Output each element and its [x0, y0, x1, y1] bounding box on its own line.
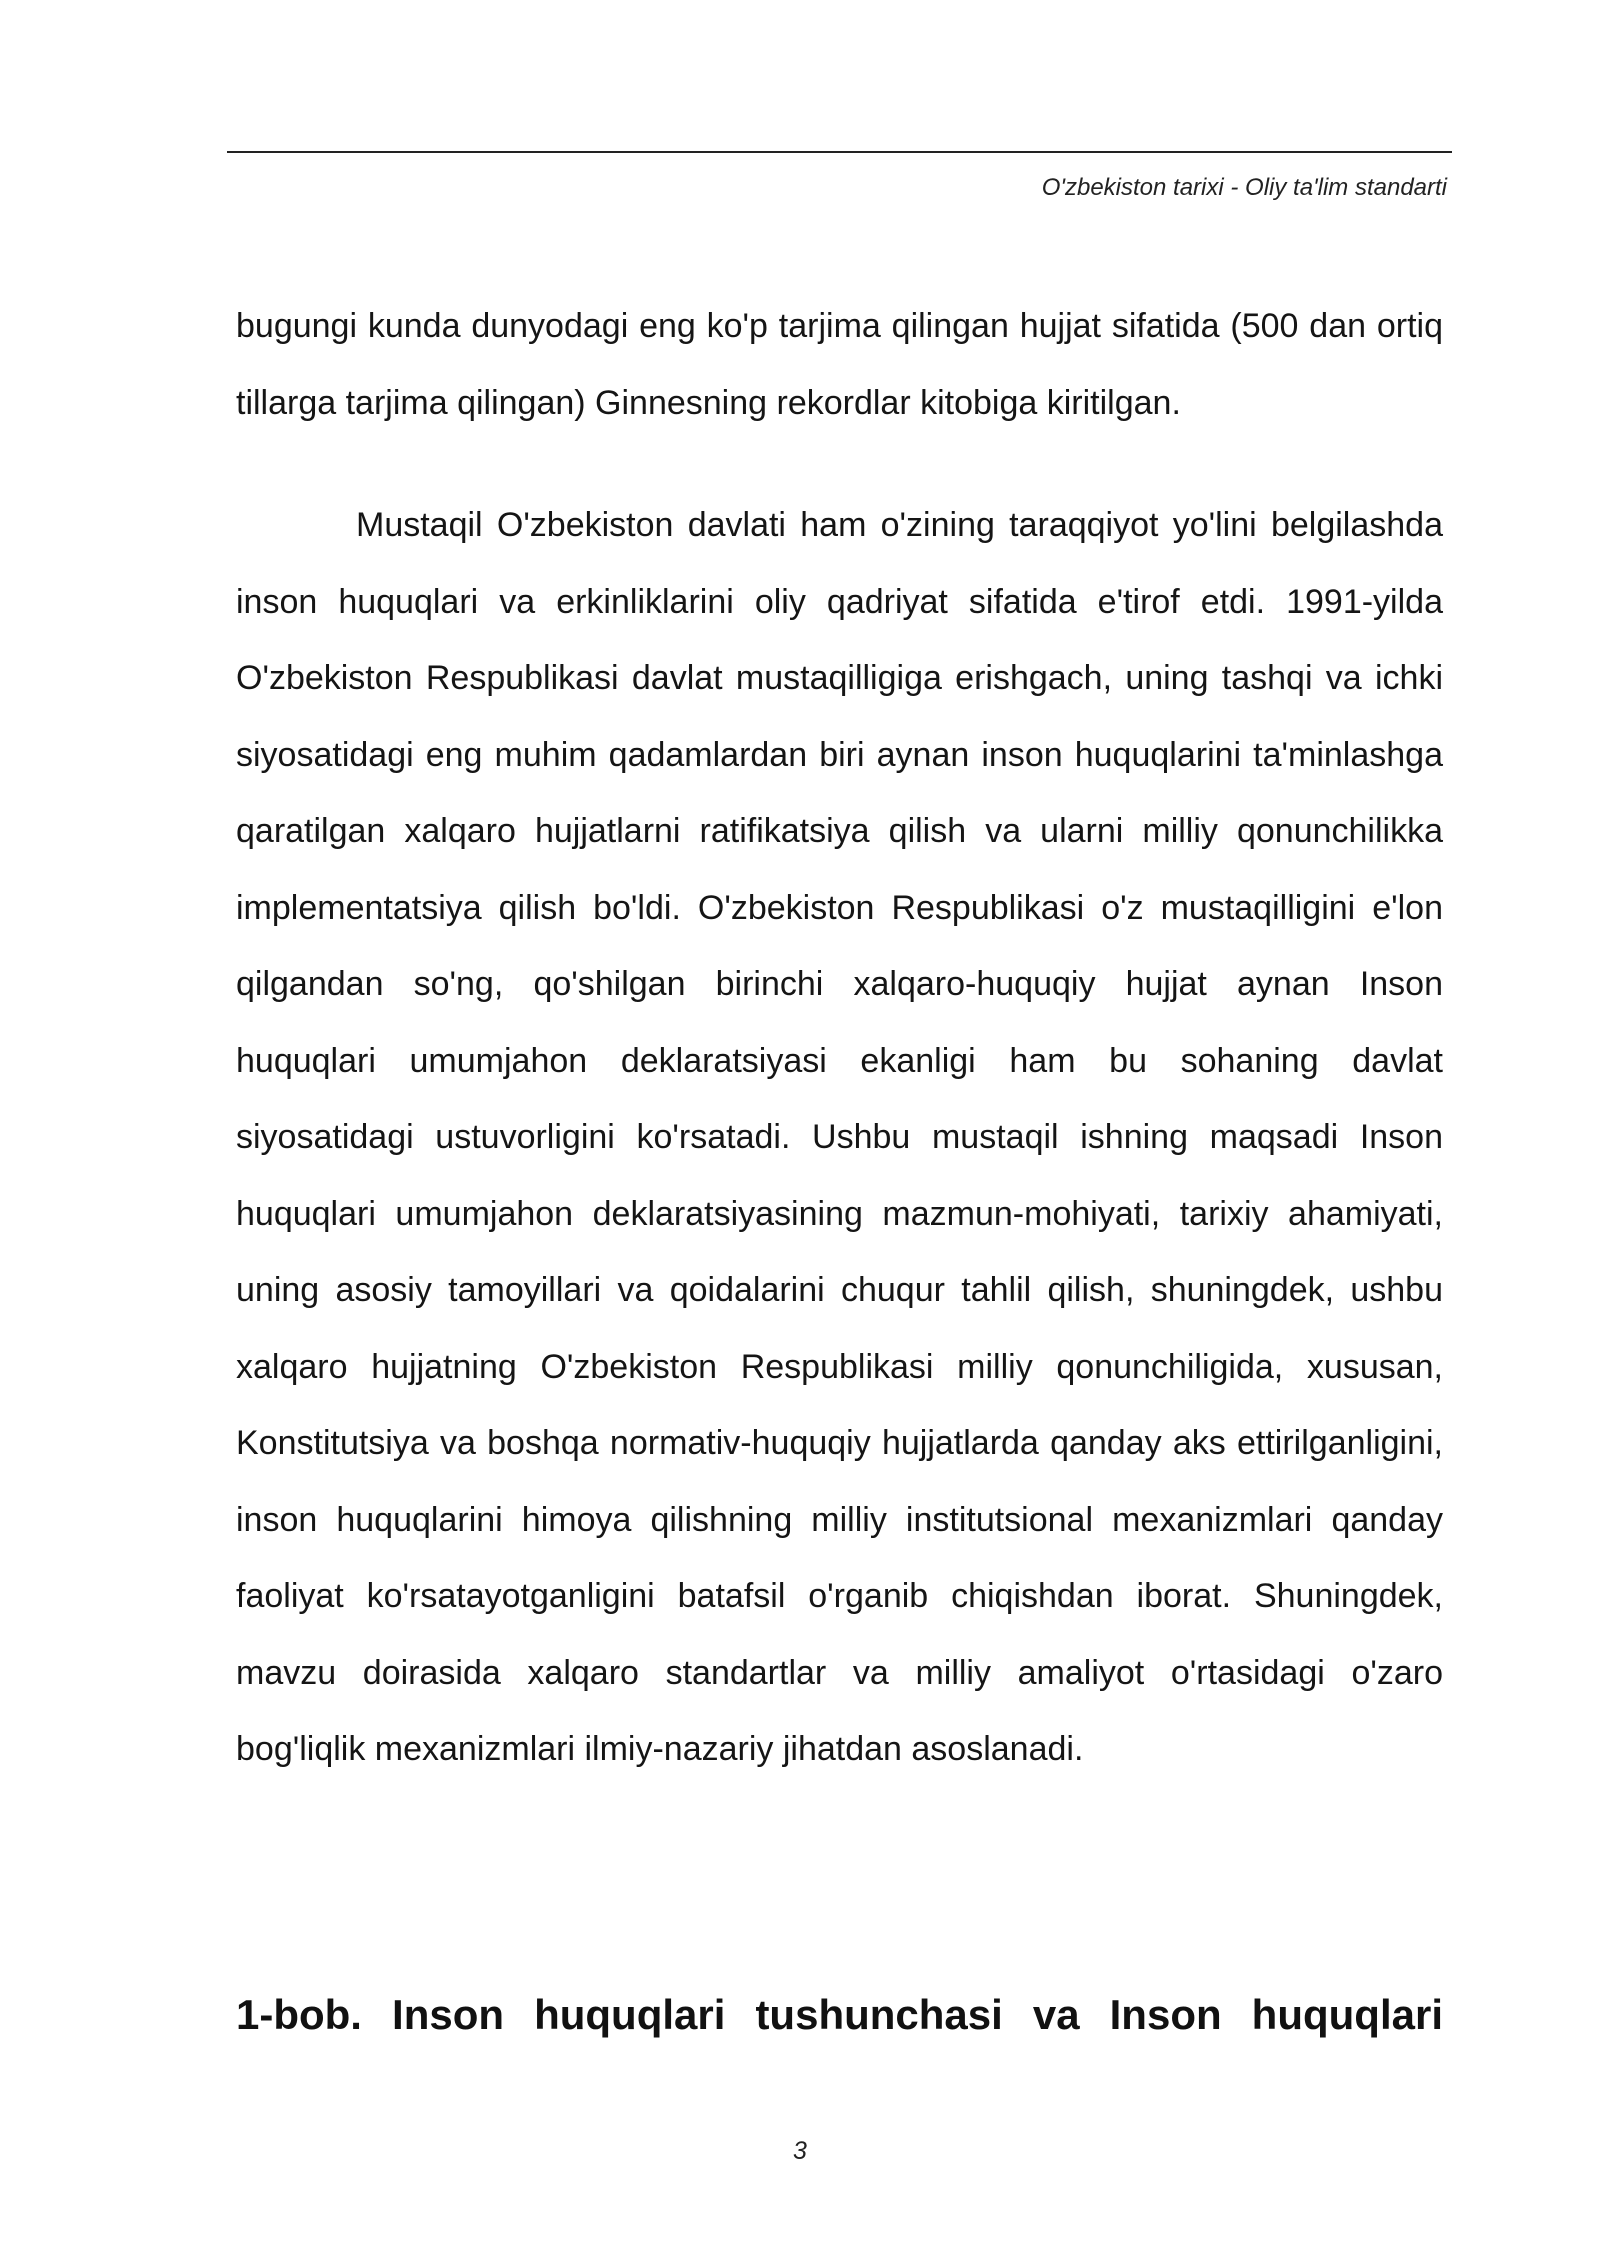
chapter-heading: 1-bob. Inson huquqlari tushunchasi va Inson huquqlari [236, 1991, 1443, 2038]
page-number: 3 [793, 2137, 807, 2165]
paragraph-2: Mustaqil O'zbekiston davlati ham o'zining taraqqiyot yo'lini belgilashda inson huquqlari va erkinliklarini oliy qadriyat sifatida e'tirof etdi. 1991-yilda O'zbekiston Respublikasi davlat mustaqilligiga erishgach, uning tashqi va ichki siyosatidagi eng muhim qadamlardan biri aynan inson huquqlarini ta'minlashga qaratilgan xalqaro hujjatlarni ratifikatsiya qilish va ularni milliy qonunchilikka implementatsiya qilish bo'ldi. O'zbekiston Respublikasi o'z mustaqilligini e'lon qilgandan so'ng, qo'shilgan birinchi xalqaro-huquqiy hujjat aynan Inson huquqlari umumjahon deklaratsiyasi ekanligi ham bu sohaning davlat siyosatidagi ustuvorligini ko'rsatadi. Ushbu mustaqil ishning maqsadi Inson huquqlari umumjahon deklaratsiyasining mazmun-mohiyati, tarixiy ahamiyati, uning asosiy tamoyillari va qoidalarini chuqur tahlil qilish, shuningdek, ushbu xalqaro hujjatning O'zbekiston Respublikasi milliy qonunchiligida, xususan, Konstitutsiya va boshqa normativ-huquqiy hujjatlarda qanday aks ettirilganligini, inson huquqlarini himoya qilishning milliy institutsional mexanizmlari qanday faoliyat ko'rsatayotganligini batafsil o'rganib chiqishdan iborat. Shuningdek, mavzu doirasida xalqaro standartlar va milliy amaliyot o'rtasidagi o'zaro bog'liqlik mexanizmlari ilmiy-nazariy jihatdan asoslanadi. [236, 506, 1443, 1768]
paragraph-1: bugungi kunda dunyodagi eng ko'p tarjima qilingan hujjat sifatida (500 dan ortiq tillarga tarjima qilingan) Ginnesning rekordlar kitobiga kiritilgan. [236, 307, 1443, 422]
running-header: O'zbekiston tarixi - Oliy ta'lim standarti [1041, 174, 1447, 201]
header-divider [227, 151, 1452, 153]
